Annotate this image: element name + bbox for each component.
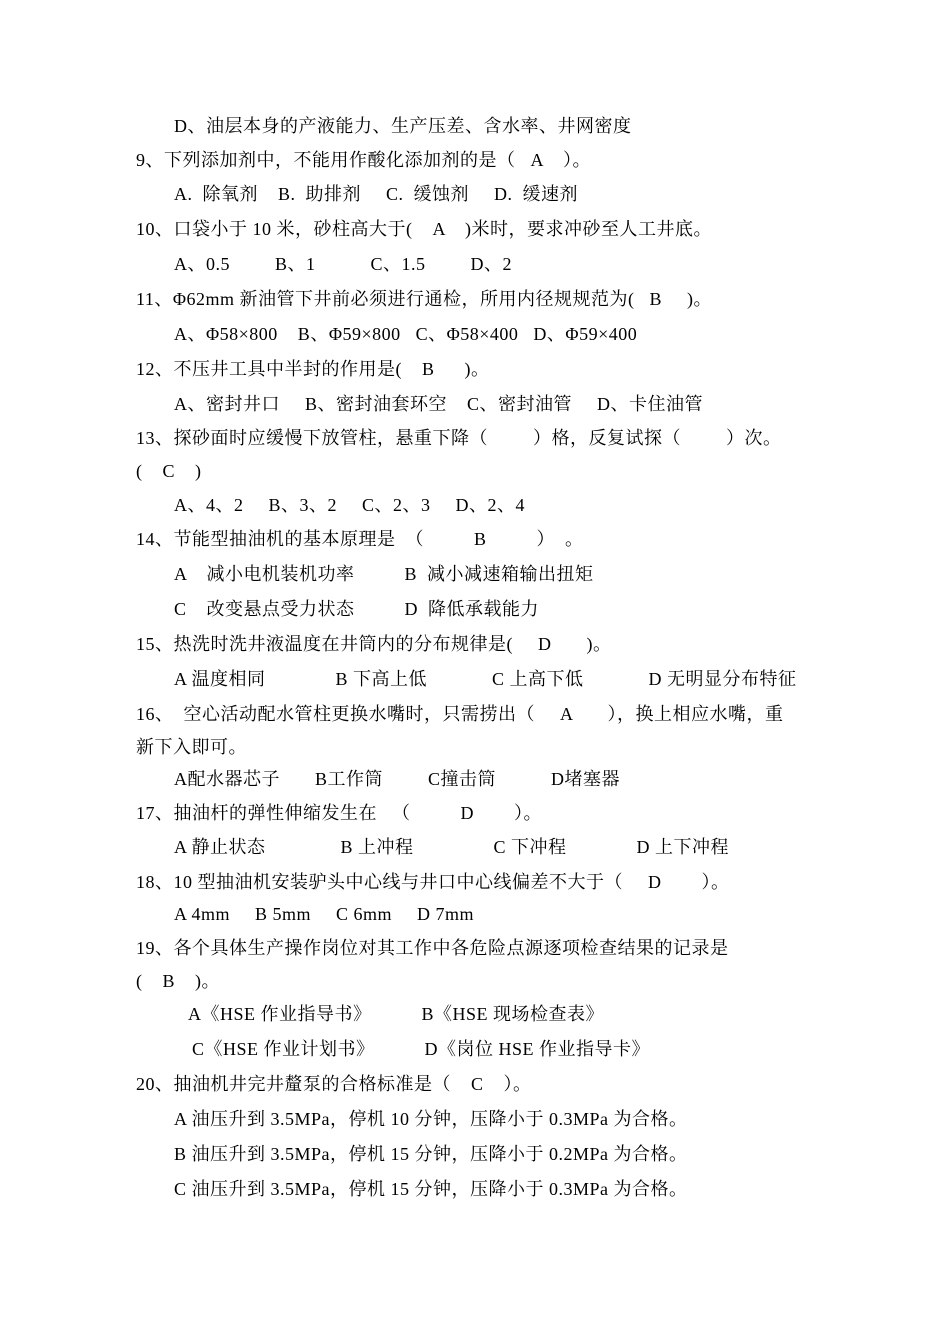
options-q20-c: C 油压升到 3.5MPa，停机 15 分钟，压降小于 0.3MPa 为合格。 [174, 1179, 688, 1199]
option-line-q8-d: D、油层本身的产液能力、生产压差、含水率、井网密度 [174, 116, 632, 136]
question-16-cont: 新下入即可。 [136, 737, 247, 757]
options-q20-a: A 油压升到 3.5MPa，停机 10 分钟，压降小于 0.3MPa 为合格。 [174, 1109, 688, 1129]
question-18: 18、10 型抽油机安装驴头中心线与井口中心线偏差不大于（ D ）。 [136, 872, 730, 892]
question-16: 16、 空心活动配水管柱更换水嘴时，只需捞出（ A ），换上相应水嘴，重 [136, 704, 784, 724]
question-20: 20、抽油机井完井釐泵的合格标准是（ C ）。 [136, 1074, 532, 1094]
question-12: 12、不压井工具中半封的作用是( B )。 [136, 359, 490, 379]
options-q19-ab: A《HSE 作业指导书》 B《HSE 现场检查表》 [188, 1004, 605, 1024]
options-q12: A、密封井口 B、密封油套环空 C、密封油管 D、卡住油管 [174, 394, 704, 414]
question-10: 10、口袋小于 10 米，砂柱高大于( A )米时，要求冲砂至人工井底。 [136, 219, 712, 239]
question-11: 11、Φ62mm 新油管下井前必须进行通检，所用内径规规范为( B )。 [136, 289, 712, 309]
question-15: 15、热洗时洗井液温度在井筒内的分布规律是( D )。 [136, 634, 612, 654]
options-q9: A. 除氧剂 B. 助排剂 C. 缓蚀剂 D. 缓速剂 [174, 184, 579, 204]
options-q16: A配水器芯子 B工作筒 C撞击筒 D堵塞器 [174, 769, 621, 789]
question-17: 17、抽油杆的弹性伸缩发生在 （ D ）。 [136, 803, 542, 823]
options-q13: A、4、2 B、3、2 C、2、3 D、2、4 [174, 495, 526, 515]
question-19-answer: ( B )。 [136, 971, 220, 991]
options-q14-cd: C 改变悬点受力状态 D 降低承载能力 [174, 599, 540, 619]
question-13: 13、探砂面时应缓慢下放管柱，悬重下降（ ）格，反复试探（ ）次。 [136, 428, 782, 448]
options-q15: A 温度相同 B 下高上低 C 上高下低 D 无明显分布特征 [174, 669, 797, 689]
question-19: 19、各个具体生产操作岗位对其工作中各危险点源逐项检查结果的记录是 [136, 938, 729, 958]
options-q20-b: B 油压升到 3.5MPa，停机 15 分钟，压降小于 0.2MPa 为合格。 [174, 1144, 688, 1164]
options-q18: A 4mm B 5mm C 6mm D 7mm [174, 904, 475, 924]
options-q10: A、0.5 B、1 C、1.5 D、2 [174, 254, 513, 274]
question-9: 9、下列添加剂中，不能用作酸化添加剂的是（ A ）。 [136, 150, 592, 170]
question-13-answer: ( C ) [136, 461, 202, 481]
options-q14-ab: A 减小电机装机功率 B 减小减速箱输出扭矩 [174, 564, 594, 584]
options-q19-cd: C《HSE 作业计划书》 D《岗位 HSE 作业指导卡》 [192, 1039, 651, 1059]
options-q17: A 静止状态 B 上冲程 C 下冲程 D 上下冲程 [174, 837, 730, 857]
options-q11: A、Φ58×800 B、Φ59×800 C、Φ58×400 D、Φ59×400 [174, 324, 638, 344]
question-14: 14、节能型抽油机的基本原理是 （ B ） 。 [136, 529, 584, 549]
